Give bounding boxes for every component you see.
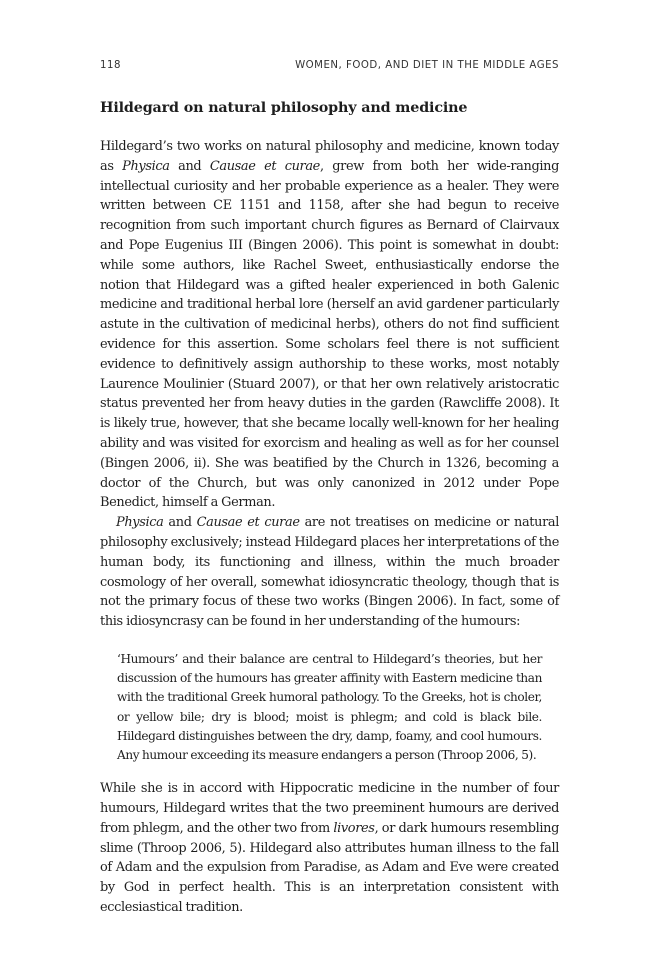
section-heading: Hildegard on natural philosophy and medicine — [100, 100, 468, 116]
book-page — [100, 60, 559, 918]
book-title-italic: Physica — [116, 515, 164, 531]
paragraph-text: , grew from both her wide-ranging intellectual curiosity and her probable experience as a healer. They were written between CE 1151 and 1158, after she had begun to receive recognition from such important church figures as Bernard of Clairvaux and Pope Eugenius III (Bingen 2006). This point is somewhat in doubt: while some authors, like Rachel Sweet, enthusiastically endorse the notion that Hildegard was a gifted healer experienced in both Galenic medicine and traditional herbal lore (herself an avid gardener particularly astute in the cultivation of medicinal herbs), others do not find sufficient evidence for this assertion. Some scholars feel there is not sufficient evidence to definitively assign authorship to these works, most notably Laurence Moulinier (Stuard 2007), or that her own relatively aristocratic status prevented her from heavy duties in the garden (Rawcliffe 2008). It is likely true, however, that she became locally well-known for her healing ability and was visited for exorcism and healing as well as for her counsel (Bingen 2006, ii). She was beatified by the Church in 1326, becoming a doctor of the Church, but was only canonized in 2012 under Pope Benedict, himself a German. — [100, 158, 559, 511]
body-paragraph — [100, 779, 559, 918]
book-title-italic: Causae et curae — [196, 515, 300, 531]
book-title-italic: Physica — [122, 158, 170, 174]
page-number: 118 — [100, 60, 121, 71]
paragraph-text: While she is in accord with Hippocratic medicine in the number of four humours, Hildegard writes that the two preeminent humours are derived from phlegm, and the other two from — [100, 781, 559, 836]
book-title-italic: Causae et curae — [209, 158, 320, 174]
latin-term-italic: livores — [333, 820, 375, 836]
body-paragraph — [100, 137, 559, 513]
block-quote: ‘Humours’ and their balance are central to Hildegard’s theories, but her discussion of the humours has greater affinity with Eastern medicine than with the traditional Greek humoral pathology. To the Greeks, hot is choler, or yellow bile; dry is blood; moist is phlegm; and cold is black bile. Hildegard distinguishes between the dry, damp, foamy, and cool humours. Any humour exceeding its measure endangers a person (Throop 2006, 5). — [117, 651, 542, 762]
running-header — [100, 60, 559, 78]
paragraph-text: and — [169, 158, 210, 174]
body-paragraph — [100, 513, 559, 632]
running-title: WOMEN, FOOD, AND DIET IN THE MIDDLE AGES — [295, 60, 559, 71]
paragraph-text: are not treatises on medicine or natural philosophy exclusively; instead Hildegard places her interpretations of the human body, its functioning and illness, within the much broader cosmology of her overall, somewhat idiosyncratic theology, though that is not the primary focus of these two works (Bingen 2006). In fact, some of this idiosyncrasy can be found in her understanding of the humours: — [100, 515, 560, 630]
paragraph-text: Hildegard’s two works on natural philosophy and medicine, known today as — [100, 139, 559, 174]
paragraph-text: , or dark humours resembling slime (Throop 2006, 5). Hildegard also attributes human illness to the fall of Adam and the expulsion from Paradise, as Adam and Eve were created by God in perfect health. This is an interpretation consistent with ecclesiastical tradition. — [100, 820, 560, 915]
paragraph-text: and — [163, 515, 197, 531]
